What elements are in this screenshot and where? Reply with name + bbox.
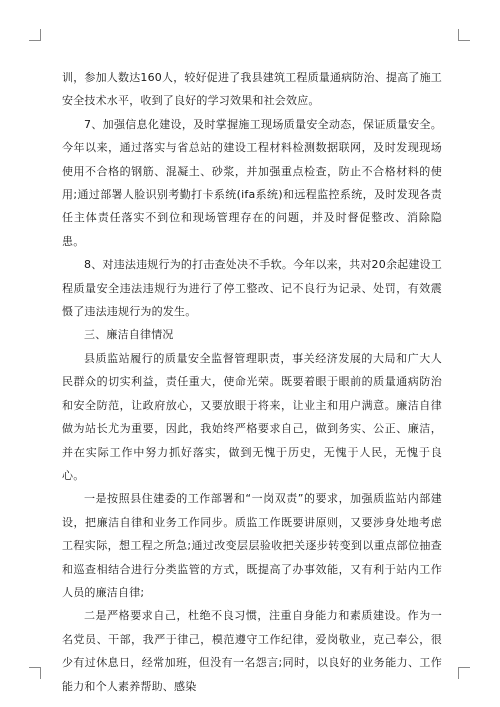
- crop-mark-bottom-right: [458, 667, 470, 679]
- crop-mark-top-left: [29, 29, 41, 41]
- section-heading-integrity: 三、廉洁自律情况: [84, 328, 174, 342]
- paragraph-integrity-intro: 县质监站履行的质量安全监督管理职责，事关经济发展的大局和广大人民群众的切实利益，责任重大，使命光荣。既要着眼于眼前的质量通病防治和安全防范，让政府放心，又要放眼于将来，让业主和用户满意。廉洁自律做为站长尤为重要，因此，我始终严格要求自己，做到务实、公正、廉洁，并在实际工作中努力抓好落实，做到无愧于历史，无愧于人民，无愧于良心。: [62, 351, 442, 482]
- paragraph-point-two: 二是严格要求自己，杜绝不良习惯，注重自身能力和素质建设。作为一名党员、干部，我严于律己，模范遵守工作纪律，爱岗敬业，克己奉公，很少有过休息日，经常加班，但没有一名怨言;同时，以良好的业务能力、工作能力和个人素养帮助、感染: [62, 609, 442, 693]
- paragraph-item-7: 7、加强信息化建设，及时掌握施工现场质量安全动态，保证质量安全。今年以来，通过落实与省总站的建设工程材料检测数据联网，及时发现现场使用不合格的钢筋、混凝土、砂浆，并加强重点检查，防止不合格材料的使用;通过部署人脸识别考勤打卡系统(ifa系统)和远程监控系统，及时发现各责任主体责任落实不到位和现场管理存在的问题，并及时督促整改、消除隐患。: [62, 117, 442, 248]
- document-body: [62, 66, 442, 698]
- paragraph-training-result: 训，参加人数达160人，较好促进了我县建筑工程质量通病防治、提高了施工安全技术水平，收到了良好的学习效果和社会效应。: [62, 71, 442, 108]
- crop-mark-top-right: [458, 29, 470, 41]
- crop-mark-bottom-left: [29, 667, 41, 679]
- paragraph-item-8: 8、对违法违规行为的打击查处决不手软。今年以来，共对20余起建设工程质量安全违法违规行为进行了停工整改、记不良行为记录、处罚，有效震慑了违法违规行为的发生。: [62, 258, 442, 319]
- paragraph-point-one: 一是按照县住建委的工作部署和“一岗双责”的要求，加强质监站内部建设，把廉洁自律和业务工作同步。质监工作既要讲原则，又要涉身处地考虑工程实际，想工程之所急;通过改变层层验收把关逐步转变到以重点部位抽查和巡查相结合进行分类监管的方式，既提高了办事效能，又有利于站内工作人员的廉洁自律;: [62, 492, 442, 599]
